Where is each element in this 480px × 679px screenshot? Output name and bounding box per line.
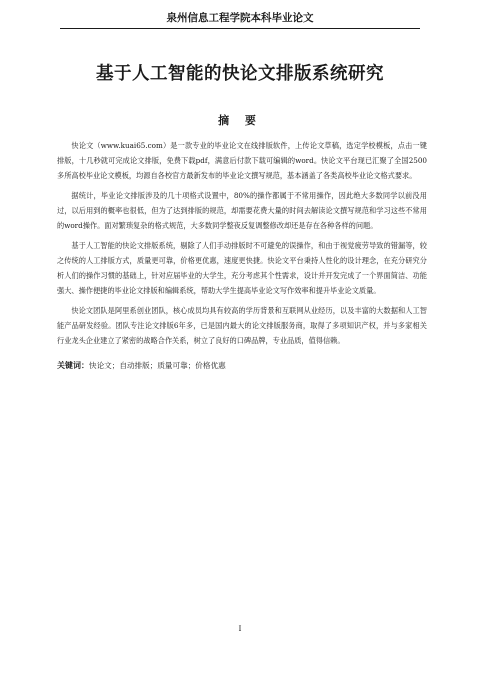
abstract-heading: 摘 要 (218, 114, 262, 127)
keywords-text: 快论文；自动排版；质量可靠；价格优惠 (89, 361, 226, 370)
keywords-line (57, 358, 427, 373)
abstract-paragraph-4: 快论文团队是阿里系创业团队，核心成员均具有较高的学历背景和互联网从业经历，以及丰富的大数据和人工智能产品研发经验。团队专注论文排版6年多，已是国内最大的论文排版服务商，取得了多项知识产权，并与多家相关行业龙头企业建立了紧密的战略合作关系，树立了良好的口碑品牌，专业品质，值得信赖。 (57, 306, 427, 345)
abstract-paragraph-1: 快论文（www.kuai65.com）是一款专业的毕业论文在线排版软件，上传论文草稿，选定学校模板，点击一键排版，十几秒就可完成论文排版，免费下载pdf，满意后付款下载可编辑的word。快论文平台现已汇聚了全国2500多所高校毕业论文模板，均源自各校官方最新发布的毕业论文撰写规范，基本涵盖了各类高校毕业论文格式要求。 (57, 141, 427, 180)
abstract-body (57, 138, 427, 373)
paper-title: 基于人工智能的快论文排版系统研究 (96, 64, 384, 84)
abstract-paragraph-3: 基于人工智能的快论文排版系统，剔除了人们手动排版时不可避免的误操作，和由于视觉疲劳导致的错漏等，较之传统的人工排版方式，质量更可靠，价格更优惠，速度更快捷。快论文平台秉持人性化的设计理念，在充分研究分析人们的操作习惯的基础上，针对应届毕业的大学生，充分考虑其个性需求，设计并开发完成了一个界面简洁、功能强大、操作便捷的毕业论文排版和编辑系统，帮助大学生提高毕业论文写作效率和提升毕业论文质量。 (57, 241, 427, 295)
keywords-label: 关键词： (57, 361, 89, 370)
running-header: 泉州信息工程学院本科毕业论文 (60, 10, 420, 29)
page-number: I (238, 624, 242, 633)
abstract-paragraph-2: 据统计，毕业论文排版涉及的几十项格式设置中，80%的操作都属于不常用操作，因此绝大多数同学以前没用过，以后用到的概率也很低，但为了达到排版的规范，却需要花费大量的时间去解读论文撰写规范和学习这些不常用的word操作。面对繁琐复杂的格式规范，大多数同学整夜反复调整修改却还是存在各种各样的问题。 (57, 191, 427, 230)
